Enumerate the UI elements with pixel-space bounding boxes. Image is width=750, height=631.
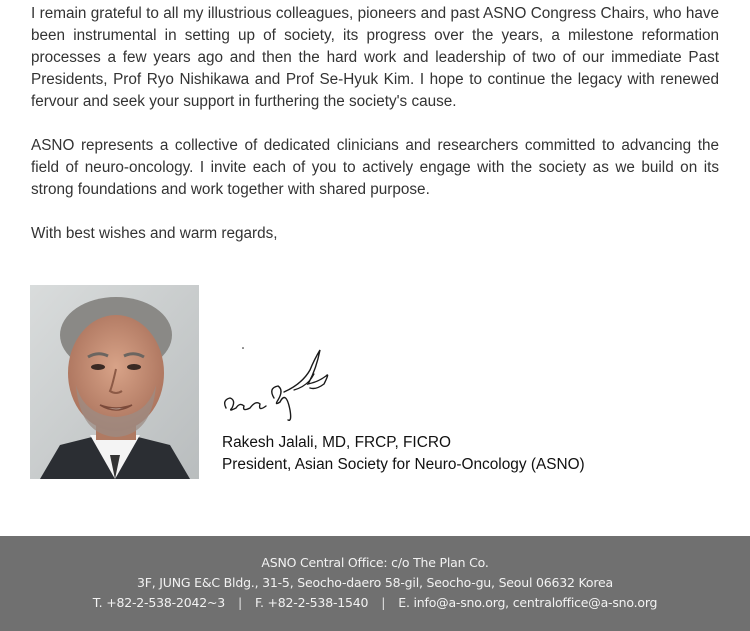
site-footer: [0, 536, 750, 631]
footer-fax: F. +82-2-538-1540: [255, 595, 369, 610]
president-letter-body: [31, 3, 719, 245]
footer-phone: T. +82-2-538-2042~3: [92, 595, 225, 610]
letter-closing: With best wishes and warm regards,: [31, 225, 278, 242]
footer-contacts: [0, 593, 750, 613]
footer-separator: |: [381, 595, 386, 610]
signer-block: [222, 432, 585, 476]
signer-name: Rakesh Jalali, MD, FRCP, FICRO: [222, 434, 451, 451]
letter-paragraph-1: I remain grateful to all my illustrious colleagues, pioneers and past ASNO Congress Chairs, who have been instrumental in setting up of society, its progress over the years, a milestone reformation processes a few years ago and then the hard work and leadership of two of our immediate Past Presidents, Prof Ryo Nishikawa and Prof Se-Hyuk Kim. I hope to continue the legacy with renewed fervour and seek your support in furthering the society's cause.: [31, 5, 719, 110]
president-signature: [218, 340, 338, 430]
footer-email-link[interactable]: E. info@a-sno.org, centraloffice@a-sno.org: [398, 595, 658, 610]
president-portrait-photo: [30, 285, 199, 479]
footer-office: ASNO Central Office: c/o The Plan Co.: [261, 555, 489, 570]
letter-paragraph-2: ASNO represents a collective of dedicated clinicians and researchers committed to advancing the field of neuro-oncology. I invite each of you to actively engage with the society as we build on its strong foundations and work together with shared purpose.: [31, 137, 719, 198]
footer-address: 3F, JUNG E&C Bldg., 31-5, Seocho-daero 58-gil, Seocho-gu, Seoul 06632 Korea: [137, 575, 613, 590]
signer-title: President, Asian Society for Neuro-Oncology (ASNO): [222, 456, 585, 473]
footer-separator: |: [237, 595, 242, 610]
